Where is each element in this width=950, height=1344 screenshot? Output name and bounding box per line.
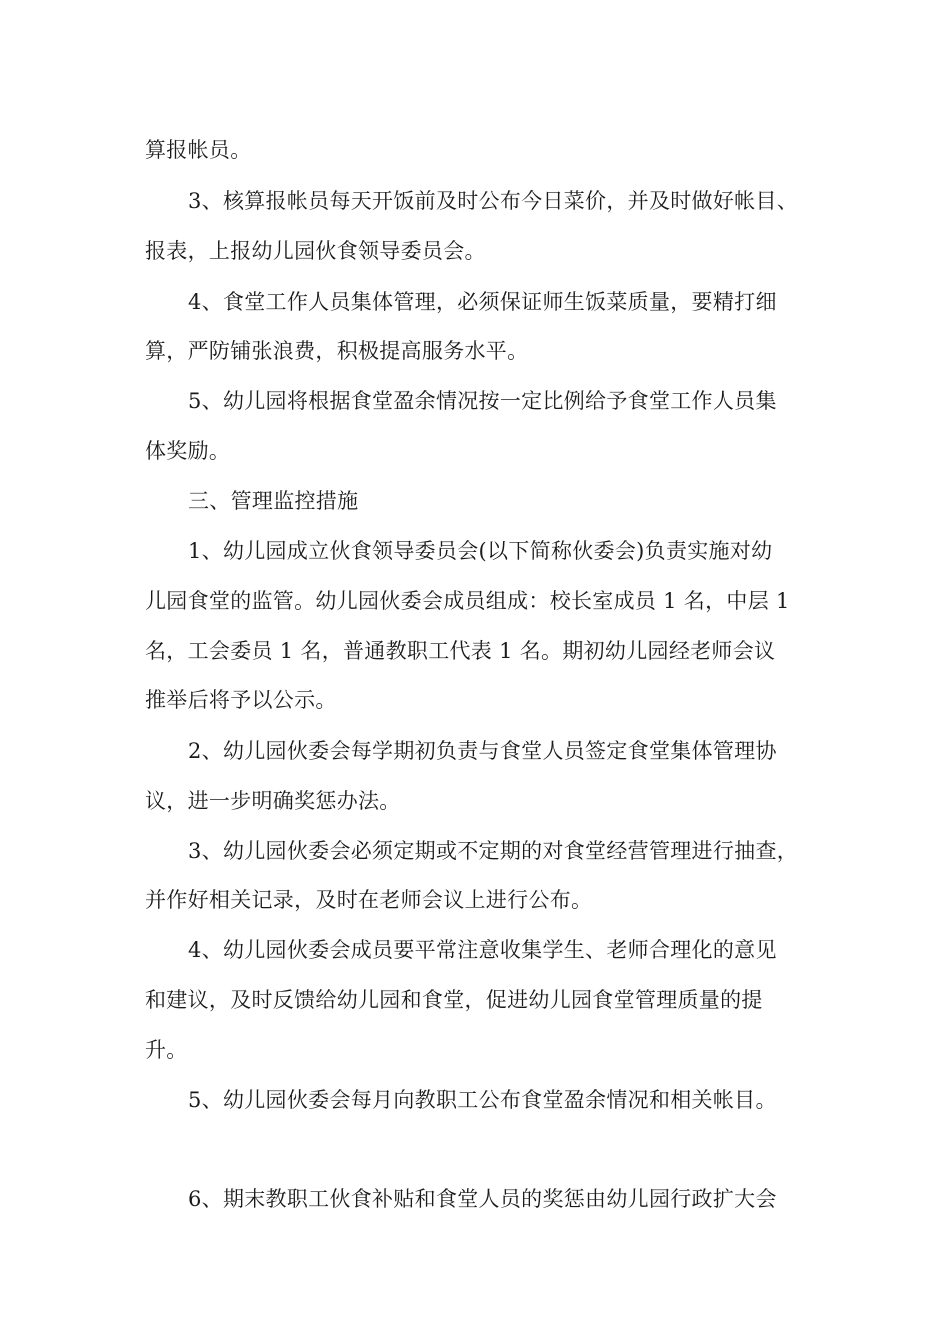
- text-line: 推举后将予以公示。: [145, 688, 337, 712]
- text-line: 并作好相关记录，及时在老师会议上进行公布。: [145, 888, 593, 912]
- text-line: 算，严防铺张浪费，积极提高服务水平。: [145, 339, 529, 363]
- text-line: 名，工会委员 1 名，普通教职工代表 1 名。期初幼儿园经老师会议: [145, 639, 776, 663]
- text-line: 议，进一步明确奖惩办法。: [145, 789, 401, 813]
- text-line: 和建议，及时反馈给幼儿园和食堂，促进幼儿园食堂管理质量的提: [145, 988, 763, 1012]
- text-line: 3、核算报帐员每天开饭前及时公布今日菜价，并及时做好帐目、: [188, 189, 799, 213]
- text-line: 报表，上报幼儿园伙食领导委员会。: [145, 239, 486, 263]
- text-line: 体奖励。: [145, 439, 231, 463]
- text-line: 儿园食堂的监管。幼儿园伙委会成员组成：校长室成员 1 名，中层 1: [145, 589, 790, 613]
- text-line: 算报帐员。: [145, 138, 252, 162]
- text-line: 4、食堂工作人员集体管理，必须保证师生饭菜质量，要精打细: [188, 290, 777, 314]
- text-line: 3、幼儿园伙委会必须定期或不定期的对食堂经营管理进行抽查，: [188, 839, 799, 863]
- text-line: 2、幼儿园伙委会每学期初负责与食堂人员签定食堂集体管理协: [188, 739, 777, 763]
- text-line: 升。: [145, 1038, 188, 1062]
- text-line: 6、期末教职工伙食补贴和食堂人员的奖惩由幼儿园行政扩大会: [188, 1187, 777, 1211]
- text-line: 5、幼儿园将根据食堂盈余情况按一定比例给予食堂工作人员集: [188, 389, 777, 413]
- text-line: 1、幼儿园成立伙食领导委员会(以下简称伙委会)负责实施对幼: [188, 539, 773, 563]
- section-heading: 三、管理监控措施: [188, 489, 359, 513]
- text-line: 5、幼儿园伙委会每月向教职工公布食堂盈余情况和相关帐目。: [188, 1088, 777, 1112]
- text-line: 4、幼儿园伙委会成员要平常注意收集学生、老师合理化的意见: [188, 938, 777, 962]
